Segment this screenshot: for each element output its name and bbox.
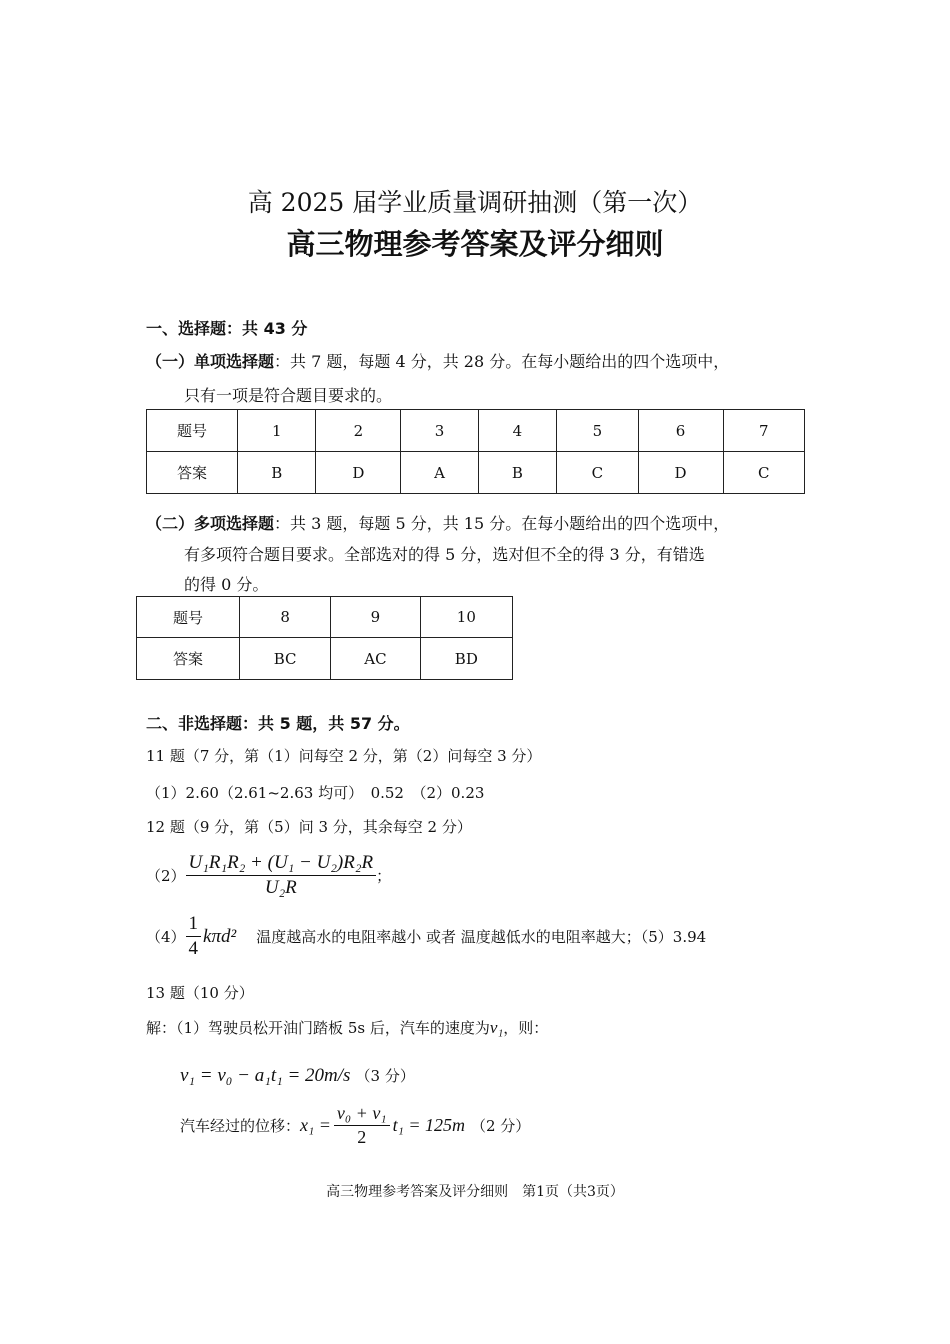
part1-description-line2: 只有一项是符合题目要求的。 <box>184 386 393 405</box>
q13-eq2-score: （2 分） <box>470 1117 531 1135</box>
q13-equation2 <box>180 1103 530 1148</box>
q13-eq2-lhs: x₁ = <box>300 1115 331 1135</box>
answer-cell: B <box>478 452 556 494</box>
question-number: 9 <box>331 597 420 638</box>
answer-cell: D <box>638 452 723 494</box>
q13-eq2-prefix: 汽车经过的位移： <box>180 1117 301 1135</box>
document-title: 高 2025 届学业质量调研抽测（第一次） <box>247 188 703 217</box>
question-number: 8 <box>240 597 331 638</box>
q13-title: 13 题（10 分） <box>146 984 254 1002</box>
q12-part2-answer <box>146 852 391 899</box>
table-header-answer: 答案 <box>147 452 238 494</box>
table-header-question: 题号 <box>147 410 238 452</box>
q12-part2-end: ； <box>376 867 392 885</box>
question-number: 5 <box>557 410 638 452</box>
question-number: 10 <box>420 597 512 638</box>
answer-cell: B <box>238 452 316 494</box>
q11-title: 11 题（7 分，第（1）问每空 2 分，第（2）问每空 3 分） <box>146 747 542 765</box>
multi-choice-answer-table <box>136 596 513 680</box>
answer-cell: AC <box>331 638 420 680</box>
part1-label: （一）单项选择题 <box>146 352 275 371</box>
answer-cell: C <box>723 452 804 494</box>
q12-part4-text: 温度越高水的电阻率越小 或者 温度越低水的电阻率越大；（5）3.94 <box>256 928 707 946</box>
question-number: 1 <box>238 410 316 452</box>
answer-cell: BD <box>420 638 512 680</box>
q12-part4-expression: kπd² <box>203 925 237 947</box>
document-subtitle: 高三物理参考答案及评分细则 <box>286 227 664 261</box>
q11-answer: （1）2.60（2.61~2.63 均可） 0.52 （2）0.23 <box>146 784 485 802</box>
q12-part2-label: （2） <box>146 867 186 885</box>
q13-line1 <box>146 1017 548 1038</box>
q13-eq1-score: （3 分） <box>355 1067 415 1085</box>
q12-part2-fraction <box>186 852 377 899</box>
part1-desc-line1: ：共 7 题，每题 4 分，共 28 分。在每小题给出的四个选项中， <box>274 352 730 371</box>
q12-part4-answer <box>146 913 706 960</box>
answer-cell: BC <box>240 638 331 680</box>
q12-part2-denominator: U₂R <box>264 877 297 898</box>
question-number: 6 <box>638 410 723 452</box>
q13-line1-end: ，则： <box>503 1019 549 1037</box>
question-number: 4 <box>478 410 556 452</box>
part2-description-line2: 有多项符合题目要求。全部选对的得 5 分，选对但不全的得 3 分，有错选 <box>184 545 705 564</box>
q13-line1-text: 解：（1）驾驶员松开油门踏板 5s 后，汽车的速度为 <box>146 1019 490 1037</box>
section2-heading: 二、非选择题：共 5 题，共 57 分。 <box>146 714 410 733</box>
part1-description-line1 <box>146 349 729 372</box>
q12-part2-numerator: U₁R₁R₂ + (U₁ − U₂)R₂R <box>186 852 377 876</box>
part2-label: （二）多项选择题 <box>146 514 275 533</box>
q12-part4-label: （4） <box>146 928 186 946</box>
q13-eq2-fraction <box>334 1103 390 1148</box>
q13-equation1 <box>180 1065 415 1087</box>
question-number: 7 <box>723 410 804 452</box>
answer-cell: C <box>557 452 638 494</box>
table-header-answer: 答案 <box>137 638 240 680</box>
q13-eq2-denominator: 2 <box>357 1127 367 1147</box>
part2-desc-line1: ：共 3 题，每题 5 分，共 15 分。在每小题给出的四个选项中， <box>274 514 730 533</box>
answer-cell: D <box>316 452 401 494</box>
question-number: 3 <box>401 410 478 452</box>
table-header-question: 题号 <box>137 597 240 638</box>
question-number: 2 <box>316 410 401 452</box>
part2-description-line1 <box>146 511 729 534</box>
q13-line1-variable: v₁ <box>489 1018 504 1037</box>
quarter-fraction: $\frac{1}{4}$ <box>186 913 202 960</box>
q13-eq2-rhs: t₁ = 125m <box>392 1115 465 1135</box>
single-choice-answer-table <box>146 409 805 494</box>
answer-cell: A <box>401 452 478 494</box>
part2-description-line3: 的得 0 分。 <box>184 575 269 594</box>
page-footer: 高三物理参考答案及评分细则 第1页（共3页） <box>326 1184 624 1200</box>
q12-title: 12 题（9 分，第（5）问 3 分，其余每空 2 分） <box>146 818 472 836</box>
section1-heading: 一、选择题：共 43 分 <box>146 319 308 338</box>
q13-eq1-formula: v₁ = v₀ − a₁t₁ = 20m/s <box>180 1065 351 1086</box>
q13-eq2-numerator: v₀ + v₁ <box>334 1103 390 1126</box>
